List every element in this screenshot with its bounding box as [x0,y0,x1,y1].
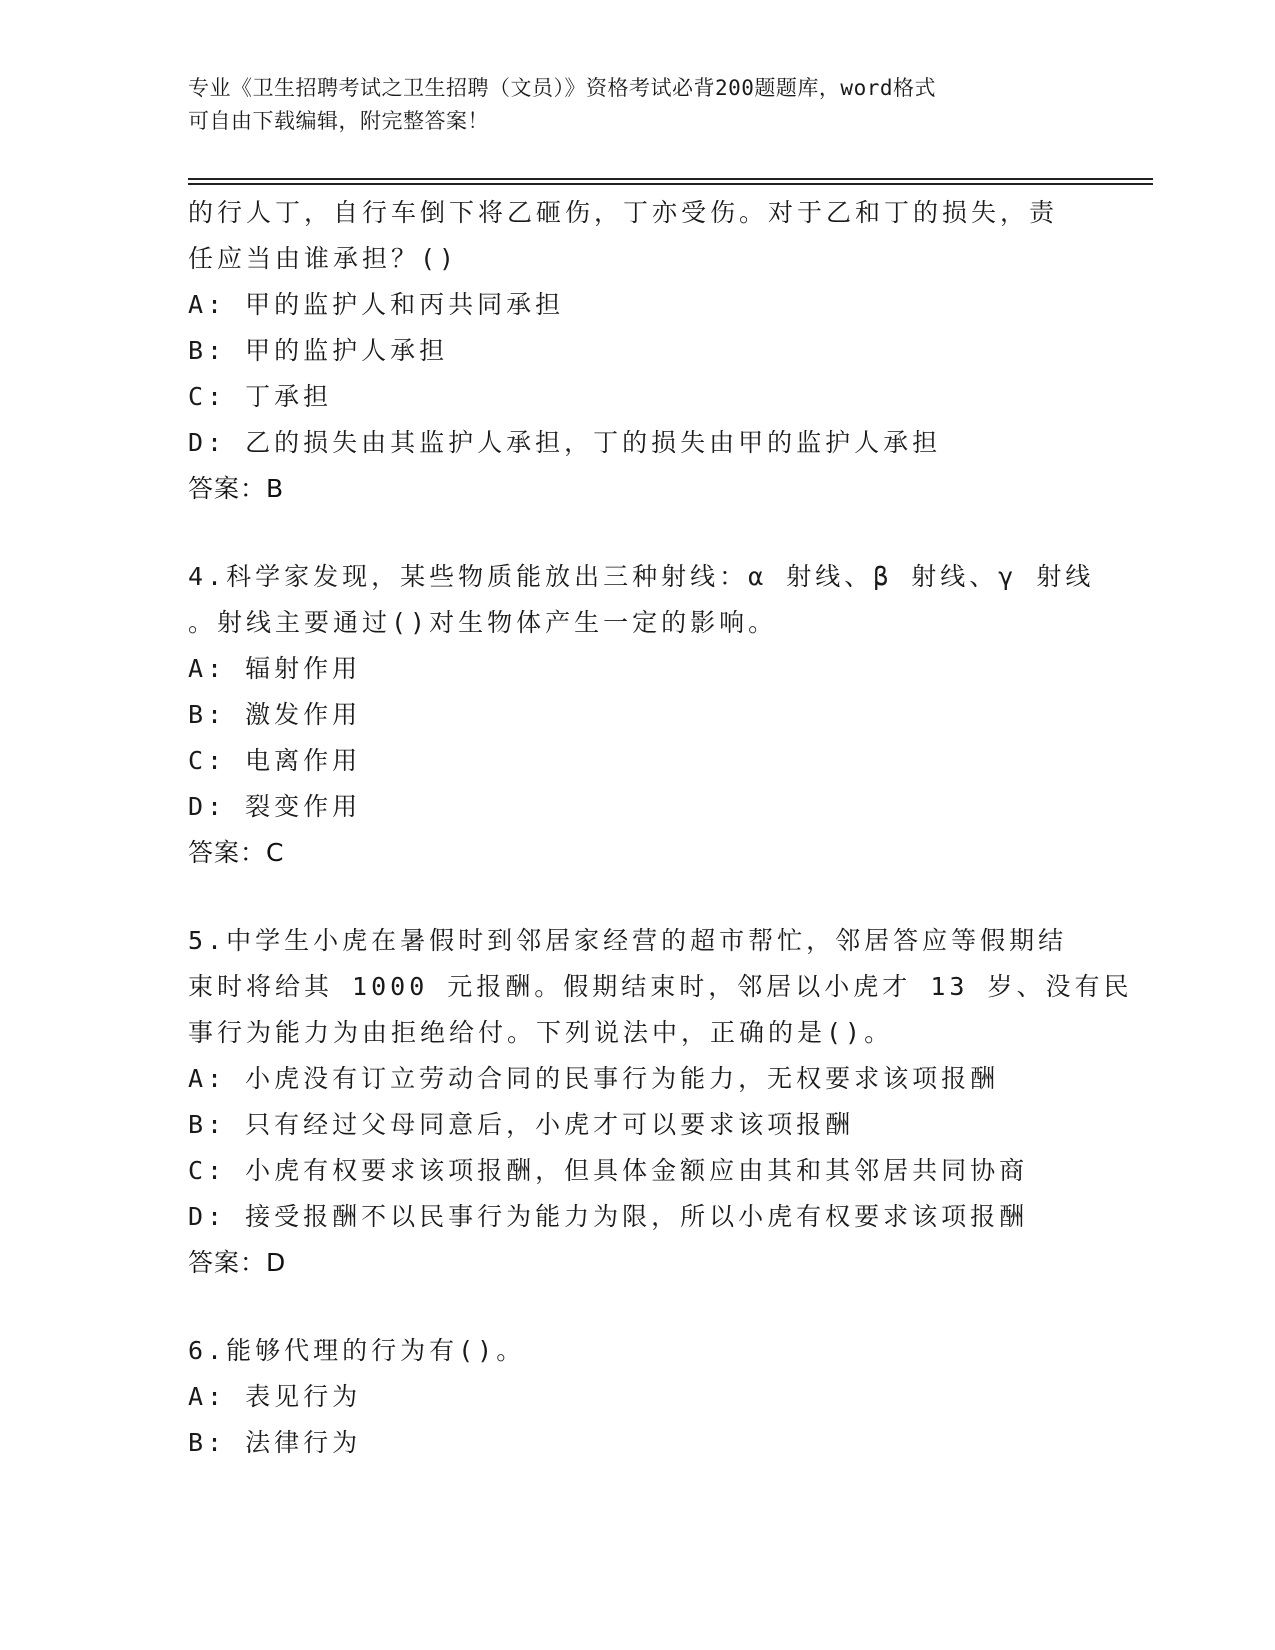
option-b: B: 法律行为 [188,1428,362,1457]
option-d: D: 接受报酬不以民事行为能力为限，所以小虎有权要求该项报酬 [188,1202,1029,1231]
option-c: C: 电离作用 [188,746,362,775]
question-stem-line: 。射线主要通过()对生物体产生一定的影响。 [188,608,778,637]
answer-label: 答案：C [188,838,285,867]
document-header [188,72,1088,138]
question-stem-line: 5.中学生小虎在暑假时到邻居家经营的超市帮忙，邻居答应等假期结 [188,926,1068,955]
answer-label: 答案：B [188,474,285,503]
question-stem-line: 束时将给其 1000 元报酬。假期结束时，邻居以小虎才 13 岁、没有民 [188,972,1133,1001]
option-b: B: 甲的监护人承担 [188,336,449,365]
question-spacer [188,512,1188,554]
option-a: A: 小虎没有订立劳动合同的民事行为能力，无权要求该项报酬 [188,1064,1000,1093]
option-b: B: 只有经过父母同意后，小虎才可以要求该项报酬 [188,1110,855,1139]
option-b: B: 激发作用 [188,700,362,729]
question-stem-line: 6.能够代理的行为有()。 [188,1336,526,1365]
header-title-line-2: 可自由下载编辑，附完整答案！ [188,109,489,133]
option-c: C: 丁承担 [188,382,333,411]
answer-label: 答案：D [188,1248,287,1277]
header-divider-bottom [188,183,1153,185]
header-title-line-1: 专业《卫生招聘考试之卫生招聘（文员）》资格考试必背200题题库，word格式 [188,76,936,100]
question-3 [188,190,1188,512]
question-5 [188,918,1188,1286]
question-stem-line: 任应当由谁承担？() [188,244,459,273]
question-stem-line: 4.科学家发现，某些物质能放出三种射线：α 射线、β 射线、γ 射线 [188,562,1095,591]
question-stem-line: 的行人丁，自行车倒下将乙砸伤，丁亦受伤。对于乙和丁的损失，责 [188,198,1059,227]
option-a: A: 表见行为 [188,1382,362,1411]
question-spacer [188,1286,1188,1328]
question-6 [188,1328,1188,1466]
option-a: A: 辐射作用 [188,654,362,683]
option-d: D: 乙的损失由其监护人承担，丁的损失由甲的监护人承担 [188,428,942,457]
question-stem-line: 事行为能力为由拒绝给付。下列说法中，正确的是()。 [188,1018,894,1047]
header-divider-top [188,178,1153,180]
option-d: D: 裂变作用 [188,792,362,821]
question-list [188,190,1188,1466]
option-c: C: 小虎有权要求该项报酬，但具体金额应由其和其邻居共同协商 [188,1156,1029,1185]
question-4 [188,554,1188,876]
option-a: A: 甲的监护人和丙共同承担 [188,290,565,319]
question-spacer [188,876,1188,918]
